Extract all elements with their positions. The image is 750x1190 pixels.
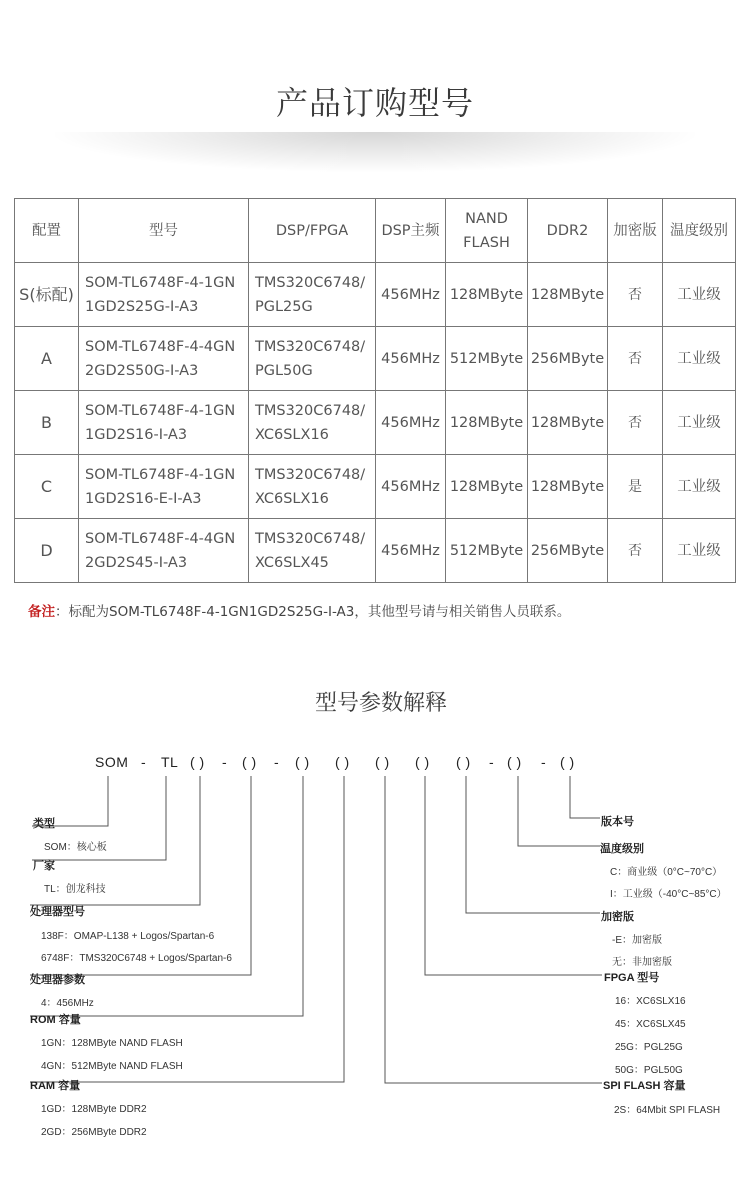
legend-temp-item: I：工业级（-40°C~85°C） <box>610 889 727 900</box>
cell-config: D <box>15 519 79 583</box>
col-header-dsp-fpga: DSP/FPGA <box>249 199 376 263</box>
cell-temp: 工业级 <box>663 455 736 519</box>
model-line-1: SOM-TL6748F-4-1GN <box>85 274 236 291</box>
cell-nand: 128MByte <box>446 455 528 519</box>
cell-temp: 工业级 <box>663 391 736 455</box>
legend-encrypt-head: 加密版 <box>601 911 634 923</box>
col-header-encrypt: 加密版 <box>608 199 663 263</box>
col-header-temp: 温度级别 <box>663 199 736 263</box>
code-slot-rom: ( ) <box>295 754 310 770</box>
model-line-2: 2GD2S45-I-A3 <box>85 554 188 571</box>
col-header-nand: NAND FLASH <box>446 199 528 263</box>
model-line-2: 1GD2S16-I-A3 <box>85 426 188 443</box>
legend-cpu-param-head: 处理器参数 <box>30 974 85 986</box>
model-line-2: 1GD2S16-E-I-A3 <box>85 490 202 507</box>
legend-maker-item: TL：创龙科技 <box>44 884 106 895</box>
dsp-line-1: TMS320C6748/ <box>255 274 366 291</box>
legend-encrypt-item: 无：非加密版 <box>612 957 672 968</box>
legend-ram-head: RAM 容量 <box>30 1080 81 1092</box>
code-slot-version: ( ) <box>560 754 575 770</box>
code-slot-cpu-model: ( ) <box>190 754 205 770</box>
dsp-line-2: PGL50G <box>255 362 313 379</box>
model-line-2: 1GD2S25G-I-A3 <box>85 298 199 315</box>
cell-freq: 456MHz <box>376 455 446 519</box>
cell-encrypt: 否 <box>608 391 663 455</box>
legend-encrypt-item: -E：加密版 <box>612 935 662 946</box>
legend-rom-item: 1GN：128MByte NAND FLASH <box>41 1038 183 1049</box>
legend-temp-item: C：商业级（0°C~70°C） <box>610 867 723 878</box>
connector-cpu-param <box>30 776 251 975</box>
cell-freq: 456MHz <box>376 263 446 327</box>
legend-fpga-item: 25G：PGL25G <box>615 1042 683 1053</box>
dsp-line-2: PGL25G <box>255 298 313 315</box>
legend-fpga-item: 45：XC6SLX45 <box>615 1019 686 1030</box>
cell-encrypt: 否 <box>608 263 663 327</box>
code-som: SOM <box>95 754 129 770</box>
legend-rom-item: 4GN：512MByte NAND FLASH <box>41 1061 183 1072</box>
cell-nand: 512MByte <box>446 327 528 391</box>
page-title: 产品订购型号 <box>275 84 474 122</box>
model-line-1: SOM-TL6748F-4-1GN <box>85 466 236 483</box>
cell-ddr2: 128MByte <box>528 455 608 519</box>
cell-freq: 456MHz <box>376 327 446 391</box>
connector-encrypt <box>466 776 600 913</box>
legend-cpu-model-item: 138F：OMAP-L138 + Logos/Spartan-6 <box>41 931 215 942</box>
model-line-1: SOM-TL6748F-4-4GN <box>85 530 236 547</box>
legend-maker-head: 厂家 <box>33 860 55 872</box>
legend-ram-item: 2GD：256MByte DDR2 <box>41 1127 147 1138</box>
dsp-line-1: TMS320C6748/ <box>255 466 366 483</box>
cell-temp: 工业级 <box>663 263 736 327</box>
legend-type-item: SOM：核心板 <box>44 842 107 853</box>
dsp-line-2: XC6SLX16 <box>255 490 329 507</box>
note-label: 备注 <box>28 604 55 620</box>
code-slot-fpga: ( ) <box>415 754 430 770</box>
cell-config: C <box>15 455 79 519</box>
cell-config: S(标配) <box>15 263 79 327</box>
connector-spi <box>385 776 602 1083</box>
legend-type-head: 类型 <box>33 818 55 830</box>
code-tl: TL <box>161 754 179 770</box>
connector-temp <box>518 776 600 846</box>
legend-fpga-item: 16：XC6SLX16 <box>615 996 686 1007</box>
cell-encrypt: 是 <box>608 455 663 519</box>
model-line-2: 2GD2S50G-I-A3 <box>85 362 199 379</box>
col-header-model: 型号 <box>79 199 249 263</box>
model-line-1: SOM-TL6748F-4-1GN <box>85 402 236 419</box>
cell-temp: 工业级 <box>663 519 736 583</box>
legend-fpga-item: 50G：PGL50G <box>615 1065 683 1076</box>
legend-temp-head: 温度级别 <box>600 843 644 855</box>
cell-ddr2: 128MByte <box>528 263 608 327</box>
dsp-line-1: TMS320C6748/ <box>255 402 366 419</box>
note-text: ：标配为SOM-TL6748F-4-1GN1GD2S25G-I-A3，其他型号请与相关销售人员联系。 <box>55 604 571 620</box>
code-slot-spi: ( ) <box>375 754 390 770</box>
code-dash: - <box>541 754 547 770</box>
code-slot-cpu-param: ( ) <box>242 754 257 770</box>
code-dash: - <box>222 754 228 770</box>
cell-config: A <box>15 327 79 391</box>
cell-nand: 128MByte <box>446 263 528 327</box>
legend-version-head: 版本号 <box>601 816 634 828</box>
dsp-line-1: TMS320C6748/ <box>255 338 366 355</box>
connector-version <box>570 776 600 818</box>
cell-ddr2: 256MByte <box>528 519 608 583</box>
code-dash: - <box>274 754 280 770</box>
connector-fpga <box>425 776 602 975</box>
legend-cpu-model-item: 6748F：TMS320C6748 + Logos/Spartan-6 <box>41 953 232 964</box>
dsp-line-2: XC6SLX45 <box>255 554 329 571</box>
cell-temp: 工业级 <box>663 327 736 391</box>
cell-config: B <box>15 391 79 455</box>
cell-encrypt: 否 <box>608 327 663 391</box>
legend-cpu-param-item: 4：456MHz <box>41 998 94 1009</box>
legend-cpu-model-head: 处理器型号 <box>30 906 85 918</box>
cell-freq: 456MHz <box>376 391 446 455</box>
cell-freq: 456MHz <box>376 519 446 583</box>
code-slot-temp: ( ) <box>507 754 522 770</box>
legend-rom-head: ROM 容量 <box>30 1014 81 1026</box>
dsp-line-1: TMS320C6748/ <box>255 530 366 547</box>
cell-encrypt: 否 <box>608 519 663 583</box>
cell-ddr2: 256MByte <box>528 327 608 391</box>
cell-nand: 128MByte <box>446 391 528 455</box>
model-line-1: SOM-TL6748F-4-4GN <box>85 338 236 355</box>
code-slot-encrypt: ( ) <box>456 754 471 770</box>
code-dash: - <box>489 754 495 770</box>
cell-ddr2: 128MByte <box>528 391 608 455</box>
legend-spi-item: 2S：64Mbit SPI FLASH <box>614 1105 721 1116</box>
code-slot-ram: ( ) <box>335 754 350 770</box>
section-title-model-explanation: 型号参数解释 <box>314 691 447 716</box>
code-dash: - <box>141 754 147 770</box>
legend-fpga-head: FPGA 型号 <box>604 972 660 984</box>
dsp-line-2: XC6SLX16 <box>255 426 329 443</box>
legend-spi-head: SPI FLASH 容量 <box>603 1080 686 1092</box>
col-header-dsp-freq: DSP主频 <box>376 199 446 263</box>
cell-nand: 512MByte <box>446 519 528 583</box>
legend-ram-item: 1GD：128MByte DDR2 <box>41 1104 147 1115</box>
col-header-ddr2: DDR2 <box>528 199 608 263</box>
col-header-config: 配置 <box>15 199 79 263</box>
